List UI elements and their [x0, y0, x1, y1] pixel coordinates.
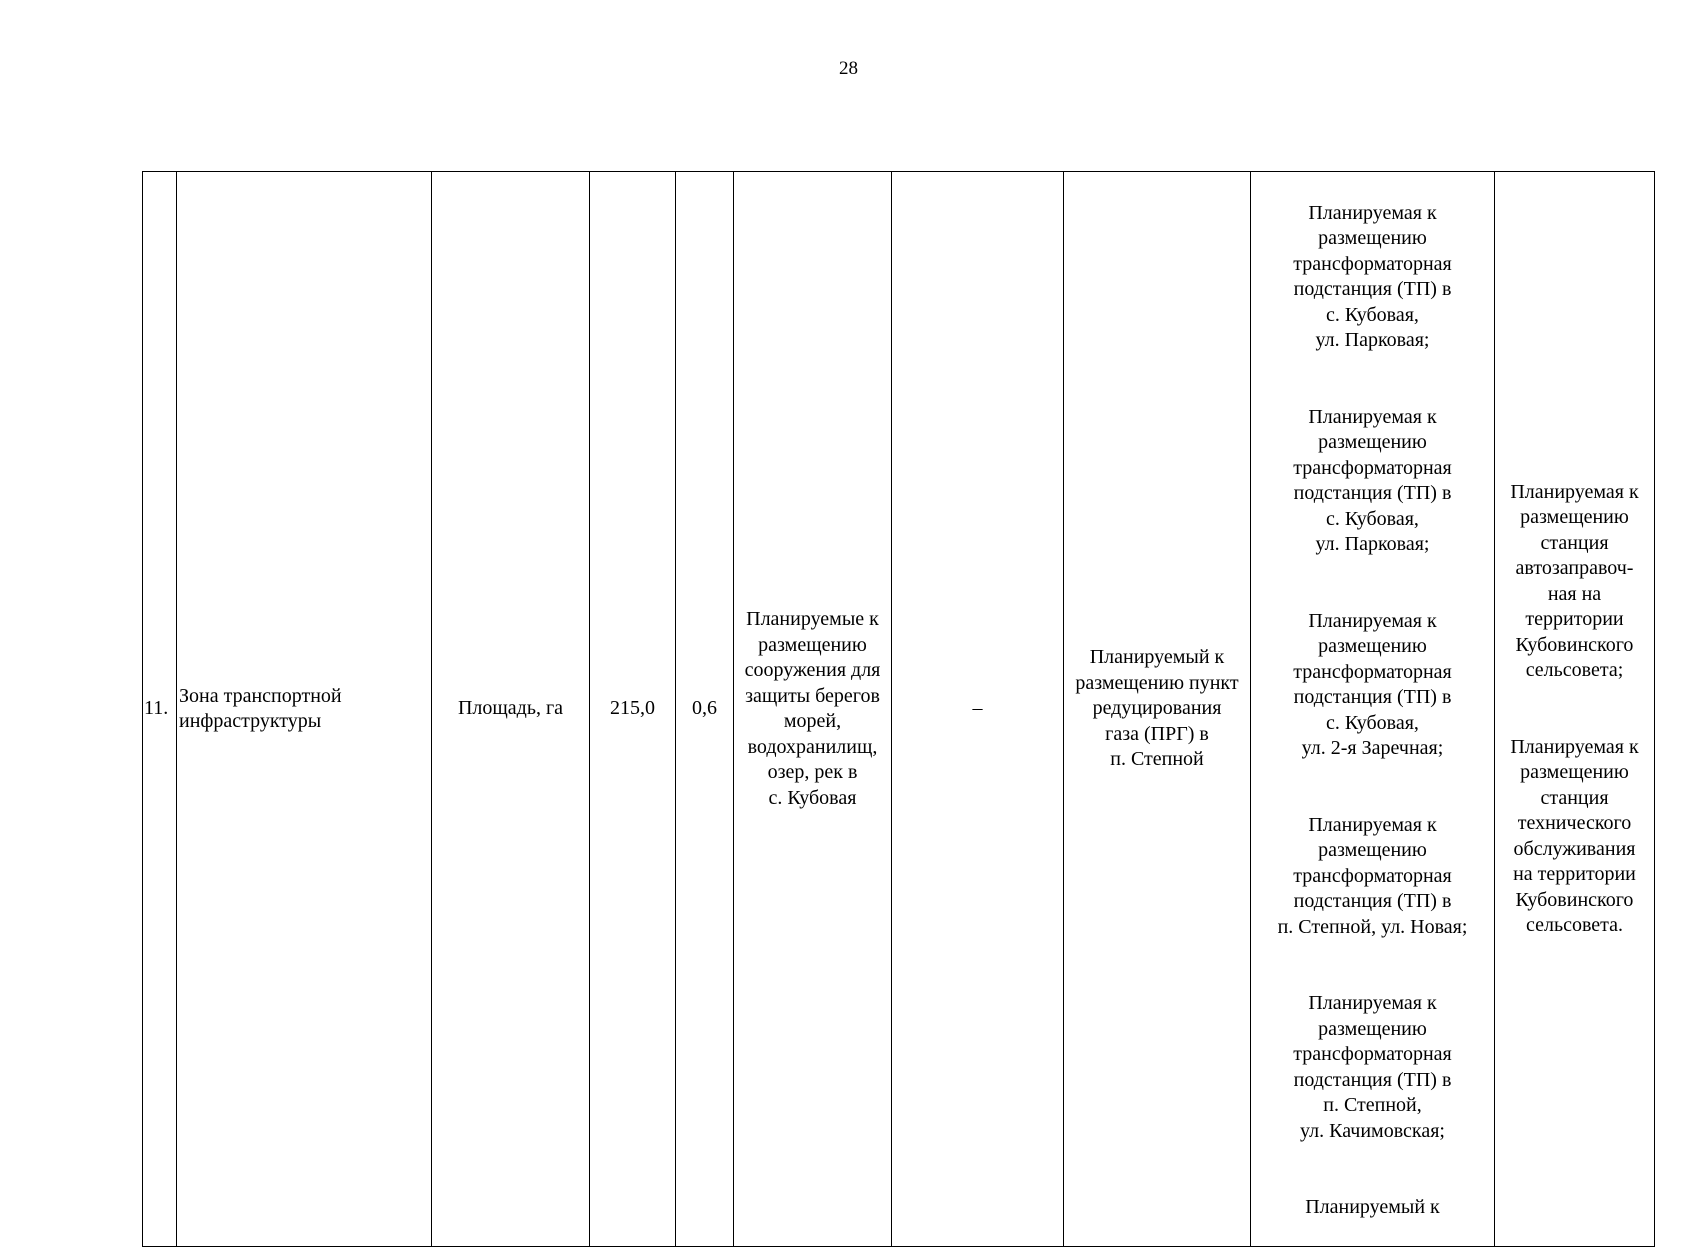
- row-number-cell: 11.: [143, 172, 177, 1247]
- substation-entry: Планируемая к размещению трансформаторная подстанция (ТП) в п. Степной, ул. Качимовская;: [1293, 992, 1452, 1142]
- gas-facility-cell: Планируемый к размещению пункт редуцирования газа (ПРГ) в п. Степной: [1064, 172, 1251, 1247]
- substation-entry: Планируемая к размещению трансформаторная подстанция (ТП) в с. Кубовая, ул. Парковая;: [1293, 201, 1452, 351]
- facility-entry: Планируемая к размещению станция технического обслуживания на территории Кубовинского сельсовета.: [1510, 735, 1639, 936]
- substation-entry: Планируемая к размещению трансформаторная подстанция (ТП) в п. Степной, ул. Новая;: [1277, 813, 1468, 938]
- zone-name-cell: Зона транспортной инфраструктуры: [177, 172, 432, 1247]
- transport-facilities-cell: [1495, 172, 1655, 1247]
- page-number: 28: [839, 58, 858, 79]
- value-1-cell: 215,0: [590, 172, 676, 1247]
- table-row: [143, 172, 1655, 1247]
- value-2-cell: 0,6: [676, 172, 734, 1247]
- parameter-cell: Площадь, га: [432, 172, 590, 1247]
- zone-table: [142, 171, 1655, 1247]
- substation-entry: Планируемая к размещению трансформаторная подстанция (ТП) в с. Кубовая, ул. Парковая;: [1293, 405, 1452, 555]
- dash-cell: –: [892, 172, 1064, 1247]
- transformer-substations-cell: [1251, 172, 1495, 1247]
- protective-structures-cell: Планируемые к размещению сооружения для защиты берегов морей, водохранилищ, озер, рек в с. Кубовая: [734, 172, 892, 1247]
- facility-entry: Планируемая к размещению станция автозаправоч- ная на территории Кубовинского сельсовета;: [1510, 480, 1639, 681]
- substation-entry: Планируемая к размещению трансформаторная подстанция (ТП) в с. Кубовая, ул. 2-я Заречная;: [1293, 609, 1452, 759]
- substation-entry: Планируемый к: [1305, 1196, 1440, 1218]
